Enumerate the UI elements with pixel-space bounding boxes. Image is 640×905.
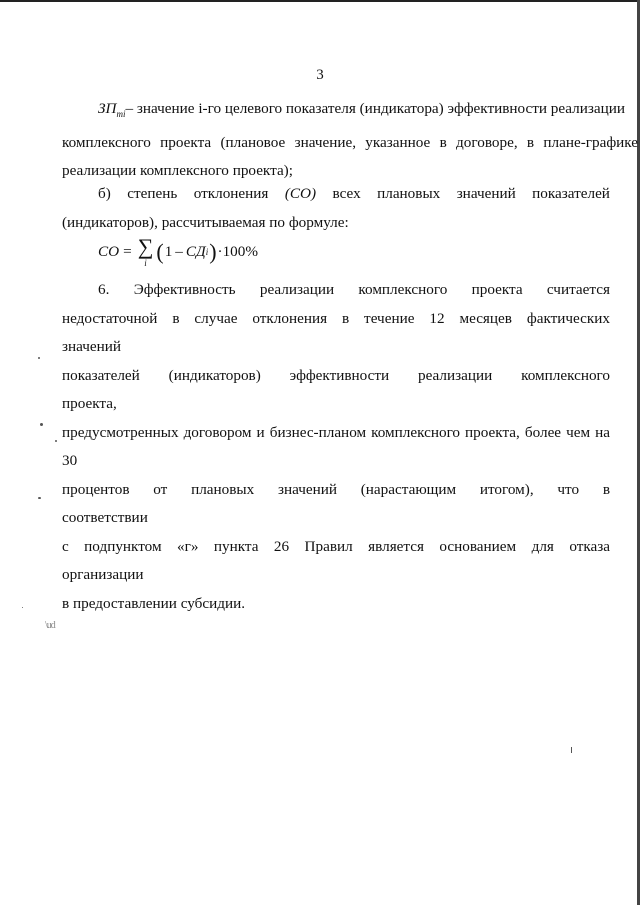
- paragraph-line: [62, 180, 610, 209]
- speck: [55, 440, 57, 442]
- formula-lhs: СО: [98, 243, 120, 260]
- formula-tail: ·100%: [217, 243, 259, 260]
- word: б): [98, 185, 111, 202]
- paragraph-line: [62, 362, 610, 419]
- paragraph-line: [62, 95, 626, 129]
- word-co: (СО): [284, 185, 317, 202]
- word: реализации: [259, 281, 335, 298]
- word: 6.: [98, 281, 110, 298]
- paragraph-line: [62, 419, 610, 476]
- word: проекта: [471, 281, 523, 298]
- line-text: (индикаторов), рассчитываемая по формуле:: [62, 213, 349, 231]
- speck: [40, 423, 43, 426]
- page-number: 3: [316, 67, 324, 83]
- line-text: показателей (индикаторов) эффективности реализации комплексного проекта,: [62, 366, 610, 412]
- formula-term-subscript: i: [205, 247, 209, 257]
- formula-one: 1: [164, 243, 173, 260]
- paragraph-line: [62, 209, 610, 238]
- word: считается: [546, 281, 610, 298]
- speck: [38, 497, 41, 499]
- word: плановых: [377, 185, 441, 202]
- page-top-edge: [0, 0, 640, 2]
- word: отклонения: [193, 185, 269, 202]
- formula-open-paren: (: [156, 239, 164, 264]
- line-text: с подпунктом «г» пункта 26 Правил является основанием для отказа организации: [62, 537, 610, 583]
- line-text: комплексного проекта (плановое значение, указанное в договоре, в плане-графике: [62, 133, 639, 151]
- paragraph-indicator-definition: [62, 95, 639, 186]
- paragraph-effectiveness: [62, 276, 610, 618]
- sigma-icon: ∑: [137, 234, 154, 259]
- speck: [571, 747, 572, 753]
- word: значений: [456, 185, 516, 202]
- inline-formula: [98, 95, 625, 129]
- line-text: недостаточной в случае отклонения в течение 12 месяцев фактических значений: [62, 309, 610, 355]
- sum-operator: [138, 236, 154, 268]
- word: показателей: [532, 185, 610, 202]
- scan-smudge: \ud: [45, 620, 55, 631]
- line-text: процентов от плановых значений (нарастающим итогом), что в соответствии: [62, 480, 610, 526]
- formula-minus: –: [175, 243, 183, 260]
- paragraph-line: [62, 533, 610, 590]
- speck: [22, 607, 23, 608]
- paragraph-line: [62, 276, 610, 305]
- sum-index: i: [144, 258, 147, 268]
- formula-close-paren: ): [209, 239, 217, 264]
- line-text: в предоставлении субсидии.: [62, 594, 246, 612]
- speck: [38, 357, 40, 359]
- word: Эффективность: [133, 281, 236, 298]
- paragraph-line: [62, 129, 639, 158]
- symbol-zp: ЗП: [98, 100, 117, 117]
- word: комплексного: [358, 281, 448, 298]
- symbol-zp-subscript: mi: [116, 109, 126, 120]
- line-text: – значение i-го целевого показателя (индикатора) эффективности реализации: [125, 100, 626, 117]
- paragraph-line: [62, 590, 610, 619]
- line-text: предусмотренных договором и бизнес-планом комплексного проекта, более чем на 30: [62, 423, 610, 469]
- word: всех: [332, 185, 361, 202]
- line-text: реализации комплексного проекта);: [62, 162, 293, 180]
- paragraph-line: [62, 305, 610, 362]
- deviation-formula: [98, 236, 258, 268]
- formula-term: СД: [185, 243, 206, 260]
- paragraph-line: [62, 476, 610, 533]
- formula-equals: =: [123, 243, 132, 260]
- paragraph-deviation-degree: [62, 180, 610, 237]
- word: степень: [127, 185, 178, 202]
